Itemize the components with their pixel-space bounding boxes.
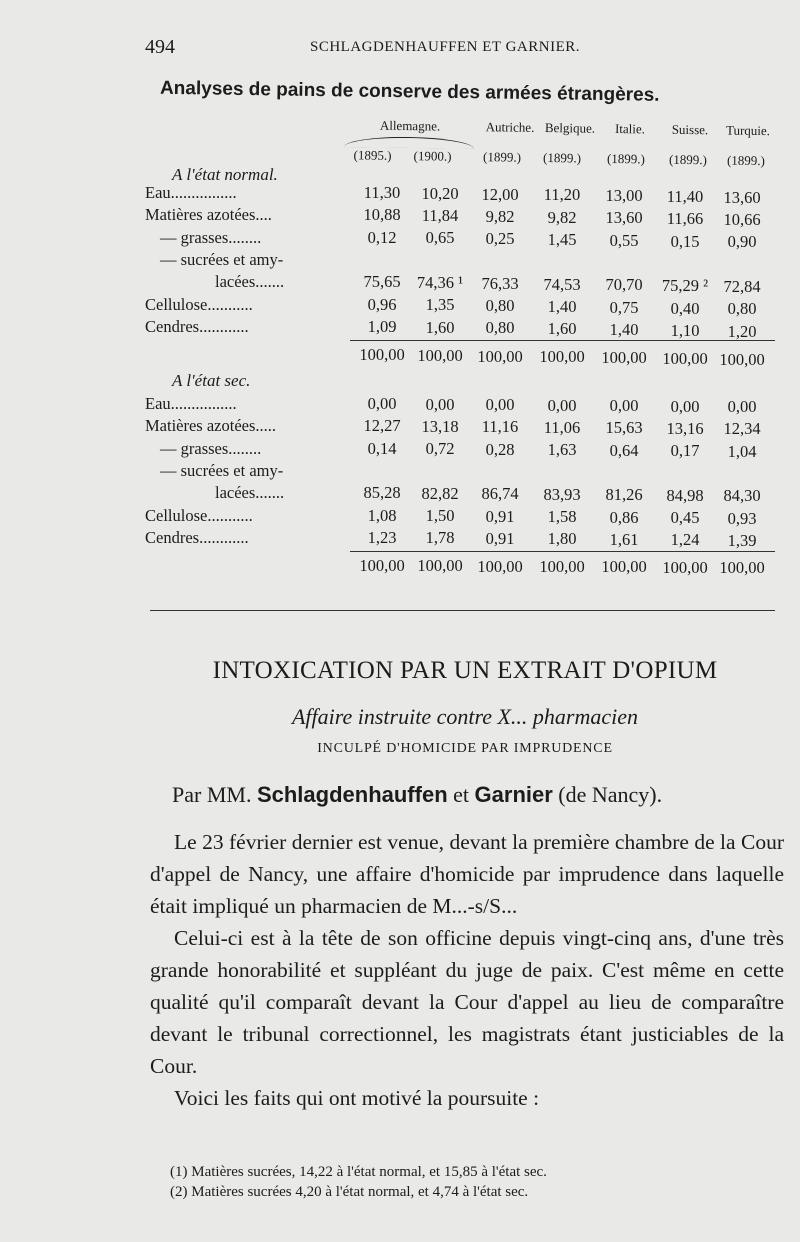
article-subtitle: Affaire instruite contre X... pharmacien	[291, 704, 639, 729]
table-cell: 0,28	[485, 439, 515, 459]
total-cell: 100,00	[601, 557, 647, 577]
country-italie: Italie.	[614, 121, 646, 137]
author-2: Garnier	[474, 782, 553, 807]
table-cell: 13,60	[723, 187, 761, 207]
table-cell: 13,16	[666, 418, 704, 438]
table-cell: 72,84	[723, 276, 761, 296]
table-cell: 0,64	[609, 440, 639, 460]
footnote-2: (2) Matières sucrées 4,20 à l'état normal, et 4,74 à l'état sec.	[170, 1184, 529, 1200]
table-cell: 0,15	[670, 231, 700, 251]
row-label: Cellulose...........	[145, 505, 253, 525]
table-cell: 84,30	[723, 486, 761, 506]
table-cell: 0,80	[727, 299, 757, 319]
row-label: — grasses........	[160, 438, 262, 458]
table-cell: 0,55	[609, 230, 639, 250]
row-label: Cendres............	[145, 316, 249, 336]
footnote-1: (1) Matières sucrées, 14,22 à l'état normal, et 15,85 à l'état sec.	[170, 1164, 547, 1180]
table-cell: 1,58	[547, 507, 577, 526]
row-label: — sucrées et amy-	[160, 249, 284, 269]
table-cell: 13,00	[605, 186, 643, 206]
table-cell: 0,00	[670, 396, 700, 416]
row-label: Matières azotées.....	[145, 416, 277, 436]
row-label: — sucrées et amy-	[160, 460, 284, 480]
total-cell: 100,00	[477, 346, 523, 366]
table-cell: 12,34	[723, 419, 761, 439]
table-cell: 0,93	[727, 508, 757, 528]
table-row	[0, 506, 800, 530]
table-cell: 0,80	[485, 318, 515, 338]
total-cell: 100,00	[477, 556, 523, 576]
table-cell: 85,28	[363, 483, 401, 503]
total-cell: 100,00	[719, 557, 765, 577]
table-cell: 13,60	[605, 208, 643, 228]
table-cell: 0,00	[547, 395, 577, 415]
paragraph-2: Celui-ci est à la tête de son officine depuis vingt-cinq ans, d'une très grande honorabilité et suppléant du juge de paix. C'est même en cette qualité qu'il comparaît devant la Cour d'appel au lieu de comparaître devant le tribunal correctionnel, les magistrats étant justiciables de la Cour.	[150, 926, 784, 1078]
total-cell: 100,00	[662, 557, 708, 577]
row-label: — grasses........	[160, 227, 262, 247]
table-cell: 0,00	[727, 397, 757, 416]
table-cell: 15,63	[605, 418, 643, 438]
table-cell: 0,17	[670, 441, 700, 461]
table-cell: 0,86	[609, 507, 639, 527]
table-row	[0, 183, 800, 207]
table-cell: 1,63	[547, 440, 577, 460]
table-cell: 0,91	[485, 506, 515, 526]
byline-prefix: Par MM.	[172, 782, 257, 807]
country-turquie: Turquie.	[725, 122, 771, 139]
row-label: lacées.......	[215, 483, 285, 503]
row-label: Eau................	[145, 183, 237, 202]
table-cell: 0,00	[609, 396, 639, 415]
table-row	[0, 295, 800, 319]
section-label-normal: A l'état normal.	[172, 165, 278, 184]
row-label: Eau................	[145, 394, 237, 413]
table-cell: 70,70	[605, 275, 643, 295]
table-cell: 10,66	[723, 210, 761, 230]
table-cell: 0,00	[425, 394, 455, 414]
total-cell: 100,00	[417, 556, 463, 576]
row-label: Cendres............	[145, 527, 249, 547]
table-cell: 1,40	[609, 319, 639, 339]
country-allemagne: Allemagne.	[379, 117, 441, 134]
table-cell: 9,82	[547, 207, 577, 227]
year-col-3: (1899.)	[482, 149, 522, 165]
row-label: Matières azotées....	[145, 205, 272, 225]
table-cell: 74,53	[543, 274, 581, 294]
table-cell: 10,88	[363, 205, 401, 225]
page-number: 494	[145, 36, 175, 58]
country-belgique: Belgique.	[544, 120, 596, 136]
article-body	[150, 826, 784, 1114]
total-cell: 100,00	[359, 345, 405, 364]
table-row	[0, 461, 800, 485]
table-cell: 1,08	[367, 505, 397, 525]
table-cell: 1,23	[367, 527, 397, 547]
table-cell: 0,00	[485, 395, 515, 414]
table-cell: 0,25	[485, 229, 515, 249]
row-label: lacées.......	[215, 272, 285, 292]
table-cell: 81,26	[605, 485, 643, 505]
total-cell: 100,00	[719, 349, 765, 369]
table-cell: 0,96	[367, 294, 397, 314]
total-row	[0, 345, 800, 369]
table-cell: 1,50	[425, 506, 455, 525]
table-cell: 1,10	[670, 320, 700, 340]
table-cell: 0,90	[727, 232, 757, 252]
table-cell: 1,60	[425, 317, 455, 337]
table-cell: 1,24	[670, 530, 700, 550]
table-row	[0, 483, 800, 507]
table-cell: 11,84	[421, 206, 459, 226]
year-col-2: (1900.)	[413, 148, 452, 164]
table-cell: 1,45	[547, 229, 577, 249]
year-col-4: (1899.)	[542, 149, 582, 166]
table-cell: 12,27	[363, 416, 401, 436]
table-cell: 1,35	[425, 295, 455, 315]
row-label: Cellulose...........	[145, 294, 253, 314]
running-title: SCHLAGDENHAUFFEN ET GARNIER.	[310, 39, 580, 55]
total-cell: 100,00	[601, 348, 647, 368]
byline-and: et	[447, 782, 475, 807]
year-col-5: (1899.)	[606, 150, 646, 167]
country-autriche: Autriche.	[485, 119, 535, 135]
table-cell: 1,78	[425, 528, 455, 548]
table-cell: 11,16	[481, 417, 519, 437]
table-cell: 1,04	[727, 441, 757, 461]
total-rule	[350, 551, 775, 552]
table-row	[0, 394, 800, 418]
table-cell: 0,14	[367, 438, 397, 458]
byline	[172, 782, 792, 808]
table-cell: 74,36 ¹	[416, 272, 464, 292]
section-divider	[150, 610, 775, 611]
table-cell: 10,20	[421, 183, 459, 203]
table-row	[0, 250, 800, 274]
table-row	[0, 528, 800, 552]
table-row	[0, 205, 800, 229]
table-cell: 0,91	[485, 528, 515, 548]
table-cell: 11,30	[363, 183, 401, 202]
total-cell: 100,00	[539, 347, 585, 367]
byline-suffix: (de Nancy).	[552, 782, 663, 807]
table-cell: 75,65	[363, 272, 401, 292]
table-cell: 0,65	[425, 228, 455, 248]
table-cell: 75,29 ²	[661, 276, 709, 296]
year-col-6: (1899.)	[668, 151, 708, 168]
author-1: Schlagdenhauffen	[256, 782, 448, 807]
table-cell: 84,98	[666, 485, 704, 505]
table-cell: 11,40	[666, 187, 704, 206]
total-cell: 100,00	[662, 349, 708, 368]
total-cell: 100,00	[539, 556, 585, 576]
table-row	[0, 416, 800, 440]
table-cell: 83,93	[543, 484, 581, 504]
table-cell: 12,00	[481, 184, 519, 204]
country-suisse: Suisse.	[671, 121, 709, 138]
table-cell: 1,39	[727, 530, 757, 550]
table-cell: 76,33	[481, 273, 519, 293]
running-head	[145, 36, 770, 60]
table-row	[0, 228, 800, 252]
paragraph-1: Le 23 février dernier est venue, devant la première chambre de la Cour d'appel de Nancy, une affaire d'homicide par imprudence dans laquelle était impliqué un pharmacien de M...-s/S...	[150, 830, 784, 918]
footnotes	[170, 1162, 790, 1202]
table-cell: 0,75	[609, 297, 639, 317]
table-cell: 11,06	[543, 417, 581, 437]
paragraph-3: Voici les faits qui ont motivé la poursuite :	[174, 1086, 540, 1110]
table-title: Analyses de pains de conserve des armées étrangères.	[159, 77, 660, 106]
table-cell: 9,82	[485, 206, 515, 226]
total-cell: 100,00	[417, 345, 463, 365]
table-cell: 1,80	[547, 529, 577, 549]
article-title: INTOXICATION PAR UN EXTRAIT D'OPIUM	[212, 657, 718, 684]
table-cell: 13,18	[421, 416, 459, 436]
total-cell: 100,00	[359, 556, 405, 575]
table-cell: 0,40	[670, 298, 700, 318]
total-row	[0, 556, 800, 580]
year-header-row	[0, 142, 800, 173]
table-cell: 0,45	[670, 508, 700, 527]
table-row	[0, 439, 800, 463]
table-cell: 1,40	[547, 296, 577, 316]
year-col-7: (1899.)	[726, 152, 766, 169]
table-cell: 82,82	[421, 483, 459, 503]
total-rule	[350, 340, 775, 341]
table-cell: 1,09	[367, 316, 397, 336]
year-col-1: (1895.)	[353, 147, 392, 163]
table-cell: 1,60	[547, 319, 577, 339]
table-cell: 11,66	[666, 209, 704, 229]
table-row	[0, 317, 800, 341]
table-cell: 0,12	[367, 227, 397, 247]
table-cell: 86,74	[481, 484, 519, 504]
section-label-dry: A l'état sec.	[172, 371, 251, 390]
table-cell: 1,61	[609, 529, 639, 549]
article-kicker: INCULPÉ D'HOMICIDE PAR IMPRUDENCE	[317, 741, 613, 756]
table-cell: 0,00	[367, 394, 397, 413]
table-row	[0, 272, 800, 296]
table-cell: 11,20	[543, 185, 581, 205]
table-cell: 0,80	[485, 296, 515, 316]
table-cell: 0,72	[425, 439, 455, 459]
table-cell: 1,20	[727, 321, 757, 341]
